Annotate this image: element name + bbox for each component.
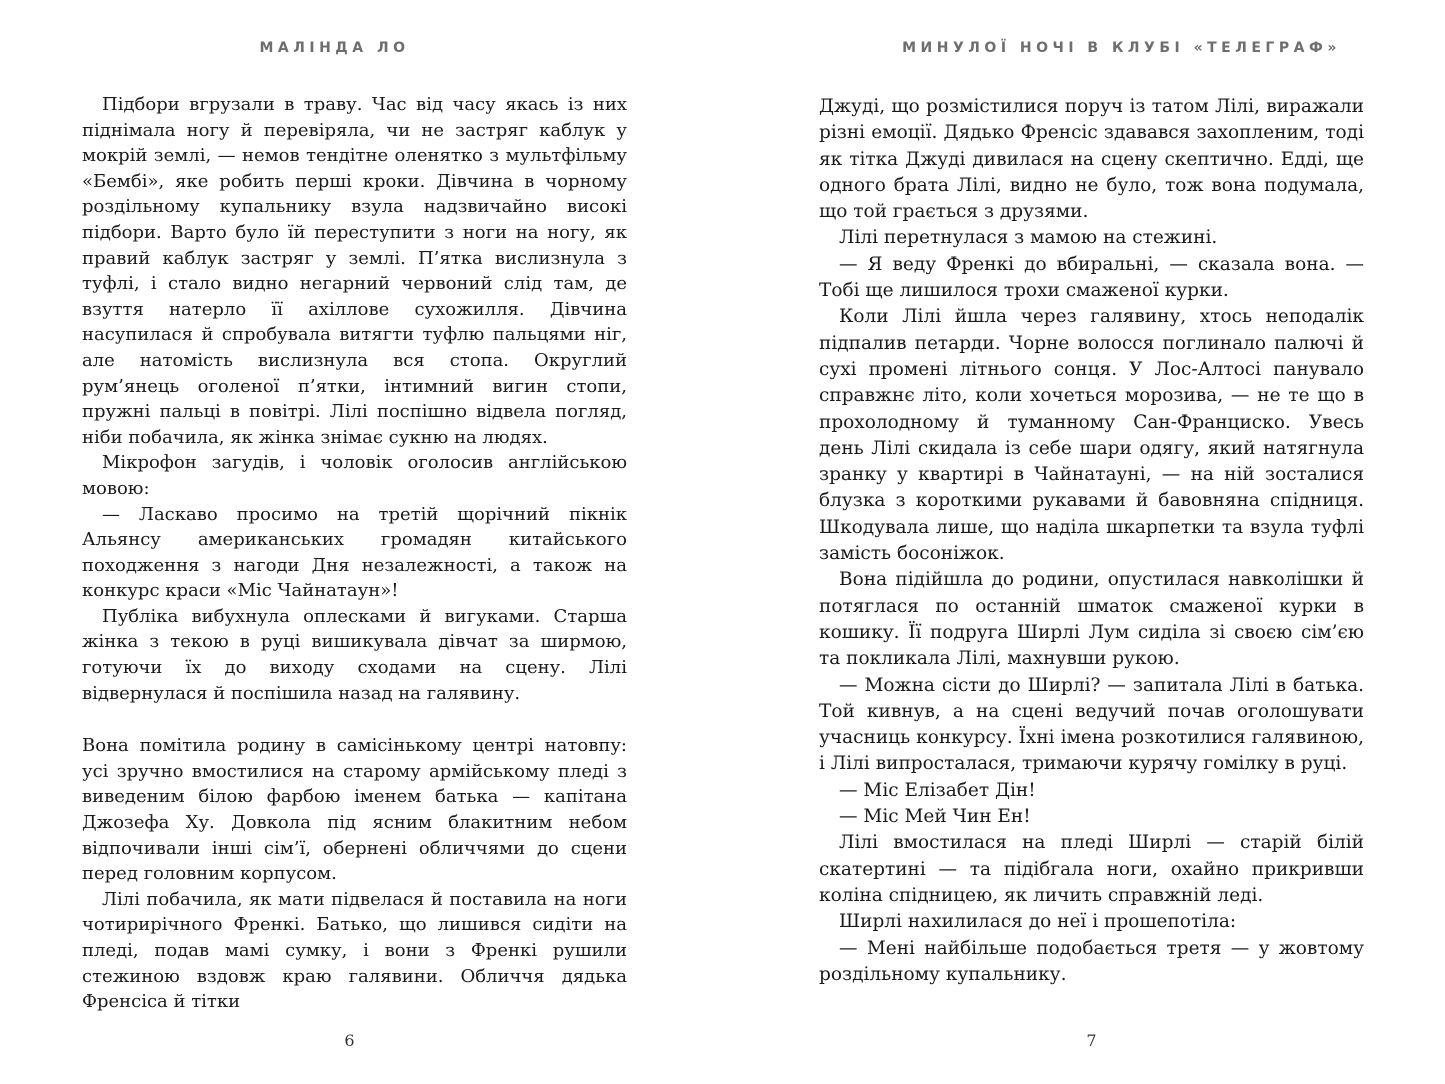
- page-number: 6: [344, 1031, 355, 1050]
- right-page-body: [819, 94, 1364, 988]
- left-page: [82, 0, 627, 1084]
- paragraph: — Міс Мей Чин Ен!: [839, 806, 1031, 828]
- page-number: 7: [1086, 1031, 1097, 1050]
- paragraph: Публіка вибухнула оплесками й вигуками. Старша жінка з текою в руці вишикувала дівчат за ширмою, готуючи їх до виходу сходами на сцену. Лілі відвернулася й поспішила назад на галявину.: [82, 605, 627, 704]
- right-page: [819, 0, 1364, 1084]
- paragraph: — Можна сісти до Ширлі? — запитала Лілі в батька. Той кивнув, а на сцені ведучий почав оголошувати учасниць конкурсу. Їхні імена розкотилися галявиною, і Лілі випросталася, тримаючи курячу гомілку в руці.: [819, 674, 1364, 775]
- paragraph: Ширлі нахилилася до неї і прошепотіла:: [839, 911, 1237, 933]
- paragraph: Вона підійшла до родини, опустилася навколішки й потяглася по останній шматок смаженої курки в кошику. Її подруга Ширлі Лум сиділа зі своєю сім’єю та покликала Лілі, махнувши рукою.: [819, 569, 1364, 670]
- paragraph: — Я веду Френкі до вбиральні, — сказала вона. — Тобі ще лишилося трохи смаженої курки.: [819, 253, 1364, 302]
- paragraph: — Міс Елізабет Дін!: [839, 779, 1036, 801]
- paragraph: Підбори вгрузали в траву. Час від часу якась із них піднімала ногу й перевіряла, чи не застряг каблук у мокрій землі, — немов тендітне оленятко з мультфільму «Бембі», яке робить перші кроки. Дівчина в чорному роздільному купальнику взула надзвичайно високі підбори. Варто було їй переступити з ноги на ногу, як правий каблук застряг у землі. П’ятка вислизнула з туфлі, і стало видно негарний червоний слід там, де взуття натерло її ахіллове сухожилля. Дівчина насупилася й спробувала витягти туфлю пальцями ніг, але натомість вислизнула вся стопа. Округлий рум’янець оголеної п’ятки, інтимний вигин стопи, пружні пальці в повітрі. Лілі поспішно відвела погляд, ніби побачила, як жінка знімає сукню на людях.: [82, 94, 627, 448]
- paragraph: Коли Лілі йшла через галявину, хтось неподалік підпалив петарди. Чорне волосся поглинало палючі й сухі промені літнього сонця. У Лос-Алтосі панувало справжнє літо, коли хочеться морозива, — не те що в прохолодному й туманному Сан-Франциско. Увесь день Лілі скидала із себе шари одягу, який натягнула зранку у квартирі в Чайнатауні, — на ній зосталися блузка з короткими рукавами й бавовняна спідниця. Шкодувала лише, що наділа шкарпетки та взула туфлі замість босоніжок.: [819, 306, 1364, 565]
- left-page-body: [82, 92, 627, 1015]
- paragraph: — Ласкаво просимо на третій щорічний пікнік Альянсу американських громадян китайського походження з нагоди Дня незалежності, а також на конкурс краси «Міс Чайнатаун»!: [82, 503, 627, 602]
- paragraph: Мікрофон загудів, і чоловік оголосив англійською мовою:: [82, 452, 627, 499]
- paragraph: Джуді, що розмістилися поруч із татом Лілі, виражали різні емоції. Дядько Френсіс здавався захопленим, тоді як тітка Джуді дивилася на сцену скептично. Едді, ще одного брата Лілі, видно не було, тож вона подумала, що той грається з друзями.: [819, 96, 1364, 223]
- running-head-author: МАЛІНДА ЛО: [259, 40, 410, 56]
- running-head-title: МИНУЛОЇ НОЧІ В КЛУБІ «ТЕЛЕГРАФ»: [902, 40, 1341, 56]
- paragraph: Лілі перетнулася з мамою на стежині.: [839, 227, 1218, 249]
- paragraph: Вона помітила родину в самісінькому центрі натовпу: усі зручно вмостилися на старому армійському пледі з виведеним білою фарбою іменем батька — капітана Джозефа Ху. Довкола під ясним блакитним небом відпочивали інші сім’ї, обернені обличчями до сцени перед головним корпусом.: [82, 735, 627, 885]
- paragraph: — Мені найбільше подобається третя — у жовтому роздільному купальнику.: [819, 937, 1364, 985]
- paragraph: Лілі побачила, як мати підвелася й поставила на ноги чотирирічного Френкі. Батько, що лишився сидіти на пледі, подав мамі сумку, і вони з Френкі рушили стежиною вздовж краю галявини. Обличчя дядька Френсіса й тітки: [82, 888, 627, 1013]
- paragraph: Лілі вмостилася на пледі Ширлі — старій білій скатертині — та підібгала ноги, охайно прикривши коліна спідницею, як личить справжній леді.: [819, 832, 1364, 906]
